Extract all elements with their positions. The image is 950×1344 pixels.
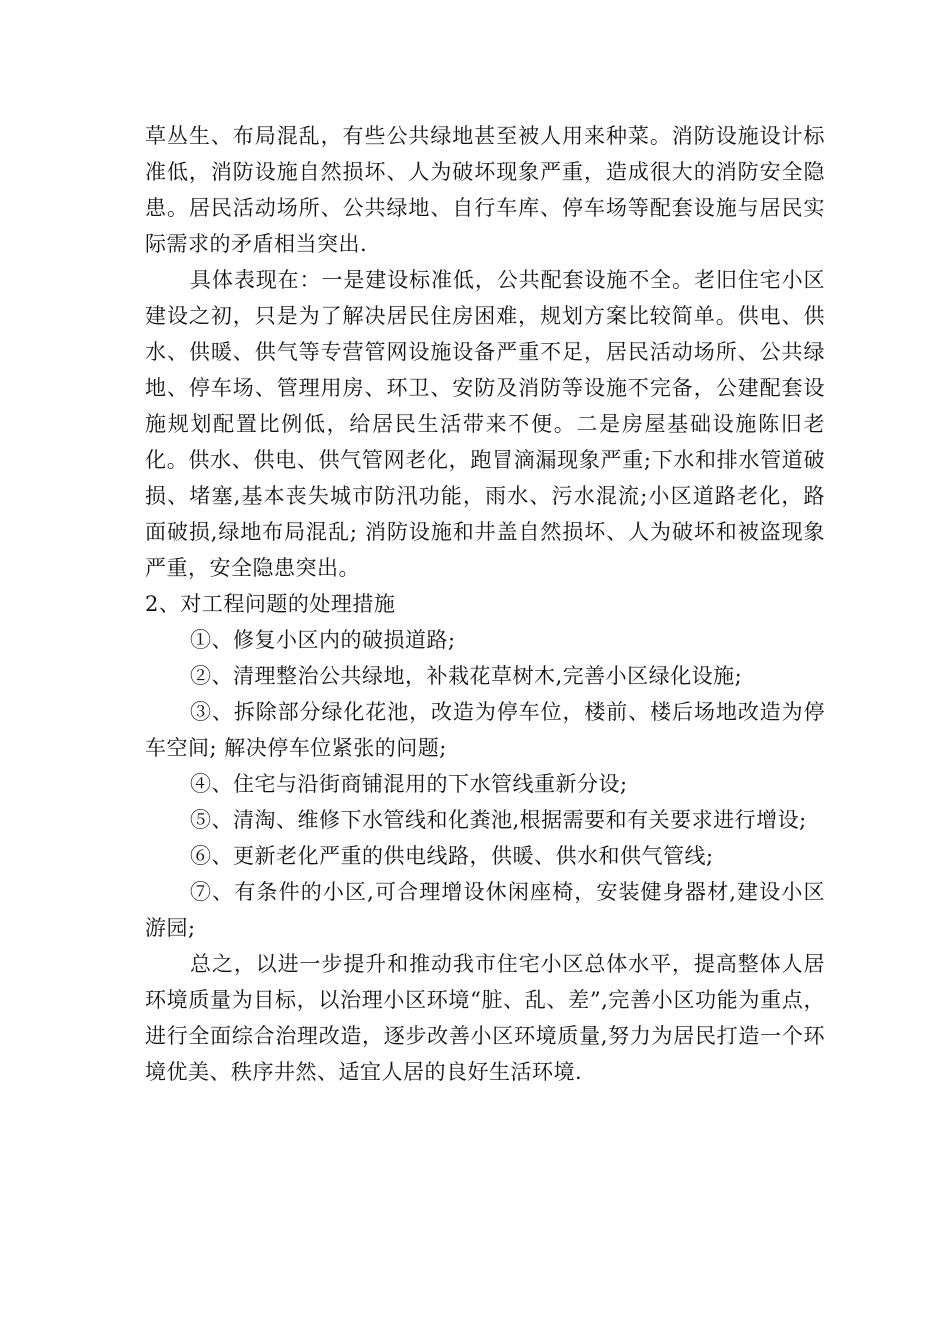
document-body	[145, 118, 825, 1090]
measure-item-2: ②、清理整治公共绿地，补栽花草树木,完善小区绿化设施;	[190, 664, 743, 688]
paragraph-intro-continued: 草丛生、布局混乱，有些公共绿地甚至被人用来种菜。消防设施设计标准低，消防设施自然损坏、人为破坏现象严重，造成很大的消防安全隐患。居民活动场所、公共绿地、自行车库、停车场等配套设施与居民实际需求的矛盾相当突出.	[145, 124, 825, 256]
section-heading-measures: 2、对工程问题的处理措施	[145, 592, 396, 616]
measure-item-5: ⑤、清淘、维修下水管线和化粪池,根据需要和有关要求进行增设;	[190, 808, 807, 832]
measure-item-7: ⑦、有条件的小区,可合理增设休闲座椅，安装健身器材,建设小区游园;	[145, 880, 825, 940]
paragraph-conclusion: 总之，以进一步提升和推动我市住宅小区总体水平，提高整体人居环境质量为目标，以治理小区环境“脏、乱、差”,完善小区功能为重点，进行全面综合治理改造，逐步改善小区环境质量,努力为居民打造一个环境优美、秩序井然、适宜人居的良好生活环境.	[145, 952, 825, 1084]
measure-item-3: ③、拆除部分绿化花池，改造为停车位，楼前、楼后场地改造为停车空间; 解决停车位紧张的问题;	[145, 700, 825, 760]
measure-item-6: ⑥、更新老化严重的供电线路，供暖、供水和供气管线;	[190, 844, 714, 868]
measure-item-4: ④、住宅与沿街商铺混用的下水管线重新分设;	[190, 772, 628, 796]
measure-item-1: ①、修复小区内的破损道路;	[190, 628, 456, 652]
paragraph-specific-issues: 具体表现在：一是建设标准低，公共配套设施不全。老旧住宅小区建设之初，只是为了解决居民住房困难，规划方案比较简单。供电、供水、供暖、供气等专营管网设施设备严重不足，居民活动场所、公共绿地、停车场、管理用房、环卫、安防及消防等设施不完备，公建配套设施规划配置比例低，给居民生活带来不便。二是房屋基础设施陈旧老化。供水、供电、供气管网老化，跑冒滴漏现象严重;下水和排水管道破损、堵塞,基本丧失城市防汛功能，雨水、污水混流;小区道路老化，路面破损,绿地布局混乱; 消防设施和井盖自然损坏、人为破坏和被盗现象严重，安全隐患突出。	[145, 268, 825, 580]
